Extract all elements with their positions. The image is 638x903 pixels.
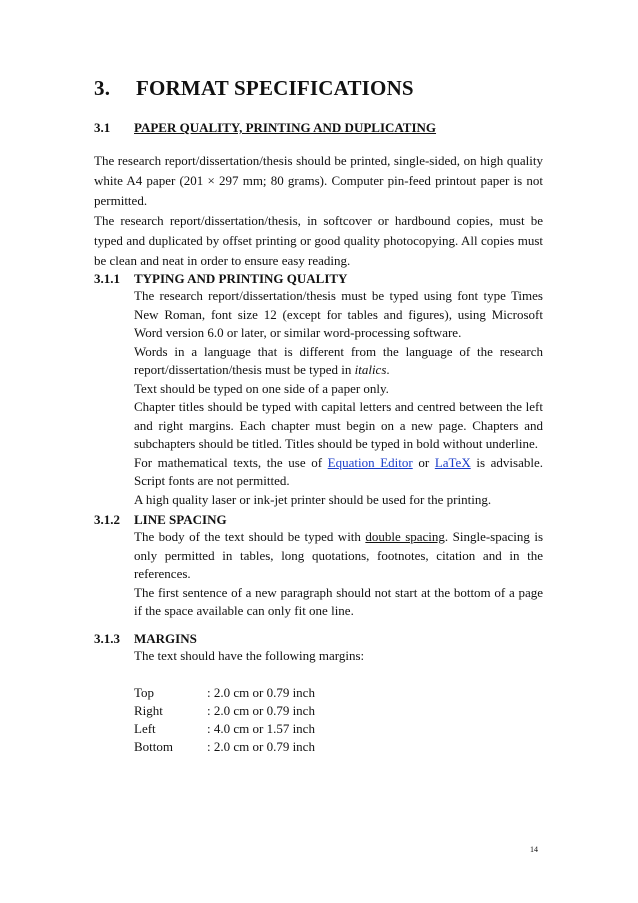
typing-quality-content bbox=[134, 287, 543, 509]
subsection-number: 3.1.1 bbox=[94, 271, 120, 286]
margin-row bbox=[134, 702, 315, 720]
margin-side: Right bbox=[134, 703, 163, 718]
chapter-heading bbox=[94, 76, 414, 101]
typing-paragraph-5 bbox=[134, 454, 543, 491]
intro-paragraph-1: The research report/dissertation/thesis should be printed, single-sided, on high quality white A4 paper (201 × 297 mm; 80 grams). Computer pin-feed printout paper is not permitted. bbox=[94, 153, 543, 208]
typing-paragraph-2-end: . bbox=[386, 362, 390, 377]
margin-value: : 2.0 cm or 0.79 inch bbox=[207, 703, 315, 718]
section-title: PAPER QUALITY, PRINTING AND DUPLICATING bbox=[134, 120, 437, 135]
page-number: 14 bbox=[530, 845, 538, 854]
line-spacing-content bbox=[134, 528, 543, 621]
section-heading-3-1-1 bbox=[94, 271, 347, 287]
margins-table bbox=[134, 684, 315, 756]
typing-paragraph-2 bbox=[134, 343, 543, 380]
margin-value: : 2.0 cm or 0.79 inch bbox=[207, 685, 315, 700]
subsection-number: 3.1.2 bbox=[94, 512, 120, 527]
margin-side: Bottom bbox=[134, 739, 174, 754]
typing-paragraph-6: A high quality laser or ink-jet printer should be used for the printing. bbox=[134, 491, 492, 507]
intro-paragraph-2: The research report/dissertation/thesis, in softcover or hardbound copies, must be typed and duplicated by offset printing or good quality photocopying. All copies must be clean and neat in order to ensure easy reading. bbox=[94, 213, 543, 268]
italics-word: italics bbox=[354, 362, 387, 377]
margin-row bbox=[134, 720, 315, 738]
section-heading-3-1-3 bbox=[94, 631, 197, 647]
margin-row bbox=[134, 738, 315, 756]
typing-paragraph-5-text: For mathematical texts, the use of bbox=[134, 454, 328, 470]
typing-paragraph-3: Text should be typed on one side of a paper only. bbox=[134, 380, 389, 396]
subsection-title: TYPING AND PRINTING QUALITY bbox=[134, 271, 348, 286]
spacing-paragraph-1-text: The body of the text should be typed with bbox=[134, 529, 366, 544]
margin-value: : 4.0 cm or 1.57 inch bbox=[207, 721, 315, 736]
chapter-title: FORMAT SPECIFICATIONS bbox=[136, 76, 414, 100]
typing-paragraph-5-or: or bbox=[412, 454, 435, 470]
margins-intro: The text should have the following margins: bbox=[134, 648, 365, 663]
typing-paragraph-1: The research report/dissertation/thesis must be typed using font type Times New Roman, font size 12 (except for tables and figures), using Microsoft Word version 6.0 or later, or similar word-processing software. bbox=[134, 288, 543, 340]
margin-side: Top bbox=[134, 685, 155, 700]
typing-paragraph-4: Chapter titles should be typed with capital letters and centred between the left and right margins. Each chapter must begin on a new page. Chapters and subchapters should be titled. Titles should be typed in bold without underline. bbox=[134, 399, 543, 451]
subsection-title: MARGINS bbox=[134, 631, 197, 646]
typing-paragraph-5-end: is advisable. Script fonts are not permitted. bbox=[134, 454, 543, 488]
margin-value: : 2.0 cm or 0.79 inch bbox=[207, 739, 315, 754]
subsection-number: 3.1.3 bbox=[94, 631, 120, 646]
subsection-title: LINE SPACING bbox=[134, 512, 227, 527]
margin-row bbox=[134, 684, 315, 702]
chapter-number: 3. bbox=[94, 76, 111, 100]
section-heading-3-1-2 bbox=[94, 512, 227, 528]
section-heading-3-1 bbox=[94, 120, 436, 136]
equation-editor-link[interactable]: Equation Editor bbox=[327, 454, 413, 470]
margins-content bbox=[134, 647, 543, 666]
spacing-paragraph-1-end: . Single-spacing is only permitted in tables, long quotations, footnotes, citation and in the references. bbox=[134, 529, 543, 581]
latex-link[interactable]: LaTeX bbox=[434, 454, 471, 470]
spacing-paragraph-1 bbox=[134, 528, 543, 584]
margin-side: Left bbox=[134, 721, 156, 736]
double-spacing-term: double spacing bbox=[365, 529, 445, 544]
typing-paragraph-2-text: Words in a language that is different from the language of the research report/dissertation/thesis must be typed in bbox=[134, 343, 543, 377]
spacing-paragraph-2: The first sentence of a new paragraph should not start at the bottom of a page if the space available can only fit one line. bbox=[134, 584, 543, 618]
section-number: 3.1 bbox=[94, 120, 111, 135]
